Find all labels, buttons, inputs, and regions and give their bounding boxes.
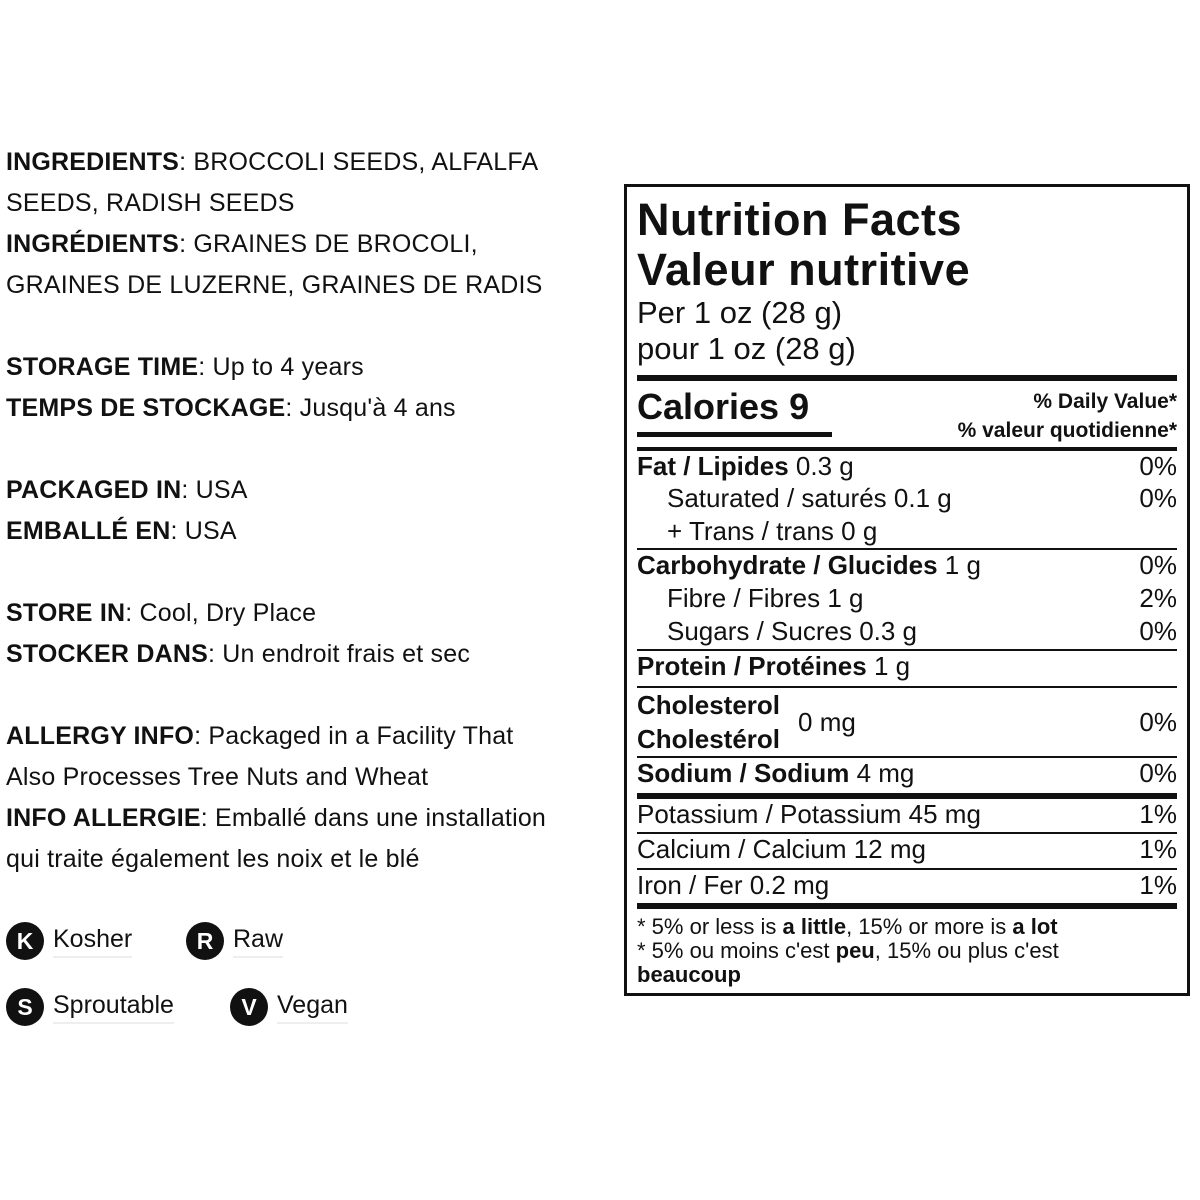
badge-label: Sproutable	[53, 991, 174, 1024]
storage-value: : Up to 4 years	[198, 353, 364, 381]
allergy-label: ALLERGY INFO	[6, 722, 195, 750]
badges	[6, 920, 426, 1040]
badge-sproutable	[6, 988, 174, 1026]
footnote-fr-text: * 5% ou moins c'est	[637, 938, 836, 963]
calcium-label: Calcium / Calcium 12 mg	[637, 834, 926, 864]
vegan-icon: V	[230, 988, 268, 1026]
fat-label: Fat / Lipides	[637, 451, 789, 481]
daily-value-fr: % valeur quotidienne*	[957, 419, 1177, 442]
fibre-dv: 2%	[1139, 583, 1177, 613]
footnote-en-bold: a lot	[1012, 914, 1058, 939]
iron-row	[637, 870, 1177, 903]
saturated-row	[637, 483, 1177, 516]
badge-label: Raw	[233, 925, 283, 958]
fat-dv: 0%	[1139, 451, 1177, 481]
nutrition-title-en: Nutrition Facts	[637, 194, 963, 245]
sodium-label: Sodium / Sodium	[637, 758, 850, 788]
fat-amount: 0.3 g	[788, 451, 854, 481]
packaged-label: PACKAGED IN	[6, 476, 182, 504]
fat-row	[637, 451, 1177, 483]
iron-dv: 1%	[1139, 870, 1177, 900]
kosher-icon: K	[6, 922, 44, 960]
footnote	[637, 909, 1177, 987]
carbohydrate-label: Carbohydrate / Glucides	[637, 550, 938, 580]
store-fr	[6, 634, 616, 675]
allergy-text: : Packaged in a Facility That	[194, 722, 514, 750]
footnote-fr	[637, 939, 1177, 963]
storage-fr-label: TEMPS DE STOCKAGE	[6, 394, 286, 422]
protein-amount: 1 g	[866, 651, 911, 681]
sugars-label: Sugars / Sucres 0.3 g	[667, 616, 918, 646]
packaged-en	[6, 470, 616, 511]
badge-kosher	[6, 922, 132, 960]
ingredients-fr	[6, 224, 616, 265]
footnote-en	[637, 915, 1177, 939]
footnote-en-text: , 15% or more is	[846, 914, 1013, 939]
badge-raw	[186, 922, 283, 960]
sodium-row	[637, 758, 1177, 793]
nutrition-title-fr: Valeur nutritive	[637, 244, 971, 295]
packaged-fr-value: : USA	[170, 517, 237, 545]
sugars-row	[637, 616, 1177, 649]
sodium-amount: 4 mg	[849, 758, 915, 788]
potassium-row	[637, 799, 1177, 832]
calories: Calories 9	[637, 386, 810, 427]
sodium-dv: 0%	[1139, 758, 1177, 788]
fibre-label: Fibre / Fibres 1 g	[667, 583, 864, 613]
potassium-label: Potassium / Potassium 45 mg	[637, 799, 981, 829]
protein-row	[637, 651, 1177, 686]
allergy-fr-2: qui traite également les noix et le blé	[6, 845, 420, 873]
ingredients-text: : BROCCOLI SEEDS, ALFALFA	[179, 148, 539, 176]
storage-label: STORAGE TIME	[6, 353, 199, 381]
ingredients-fr-2: GRAINES DE LUZERNE, GRAINES DE RADIS	[6, 271, 543, 299]
cholesterol-label-en: Cholesterol	[637, 690, 781, 720]
saturated-dv: 0%	[1139, 483, 1177, 513]
footnote-fr-bold: peu	[835, 938, 875, 963]
ingredients-fr-label: INGRÉDIENTS	[6, 230, 180, 258]
badge-label: Kosher	[53, 925, 132, 958]
footnote-en-text: * 5% or less is	[637, 914, 783, 939]
packaged-fr-label: EMBALLÉ EN	[6, 517, 171, 545]
store-fr-value: : Un endroit frais et sec	[207, 640, 471, 668]
saturated-label: Saturated / saturés 0.1 g	[667, 483, 952, 513]
packaged-fr	[6, 511, 616, 552]
badge-label: Vegan	[277, 991, 348, 1024]
carbohydrate-row	[637, 550, 1177, 583]
raw-icon: R	[186, 922, 224, 960]
packaged-value: : USA	[181, 476, 248, 504]
carbohydrate-amount: 1 g	[937, 550, 981, 580]
trans-label: + Trans / trans 0 g	[667, 516, 878, 546]
allergy-en	[6, 716, 616, 757]
nutrition-facts-panel	[624, 184, 1190, 996]
footnote-fr-bold: beaucoup	[637, 962, 741, 987]
daily-value-en: % Daily Value*	[1033, 390, 1177, 413]
calories-underline	[637, 432, 832, 437]
sproutable-icon: S	[6, 988, 44, 1026]
fibre-row	[637, 583, 1177, 616]
allergy-fr	[6, 798, 616, 839]
storage-en	[6, 347, 616, 388]
footnote-en-bold: a little	[782, 914, 847, 939]
ingredients-label: INGREDIENTS	[6, 148, 180, 176]
badge-vegan	[230, 988, 348, 1026]
ingredients-en	[6, 142, 616, 183]
cholesterol-amount: 0 mg	[798, 706, 856, 737]
iron-label: Iron / Fer 0.2 mg	[637, 870, 830, 900]
storage-fr	[6, 388, 616, 429]
potassium-dv: 1%	[1139, 799, 1177, 829]
cholesterol-dv: 0%	[1139, 706, 1177, 737]
trans-row	[637, 516, 1177, 548]
serving-size-fr: pour 1 oz (28 g)	[637, 331, 856, 366]
ingredients-en-2: SEEDS, RADISH SEEDS	[6, 189, 295, 217]
product-info	[6, 142, 616, 880]
store-value: : Cool, Dry Place	[125, 599, 317, 627]
storage-fr-value: : Jusqu'à 4 ans	[285, 394, 456, 422]
sugars-dv: 0%	[1139, 616, 1177, 646]
calories-row	[637, 381, 1177, 447]
allergy-en-2: Also Processes Tree Nuts and Wheat	[6, 763, 429, 791]
store-label: STORE IN	[6, 599, 126, 627]
footnote-fr-text: , 15% ou plus c'est	[874, 938, 1059, 963]
protein-label: Protein / Protéines	[637, 651, 867, 681]
allergy-fr-label: INFO ALLERGIE	[6, 804, 201, 832]
allergy-fr-text: : Emballé dans une installation	[200, 804, 547, 832]
daily-value-header	[958, 387, 1177, 447]
cholesterol-row	[637, 688, 1177, 756]
calcium-row	[637, 834, 1177, 868]
store-en	[6, 593, 616, 634]
ingredients-fr-text: : GRAINES DE BROCOLI,	[179, 230, 478, 258]
store-fr-label: STOCKER DANS	[6, 640, 208, 668]
serving-size-en: Per 1 oz (28 g)	[637, 295, 843, 330]
carbohydrate-dv: 0%	[1139, 550, 1177, 580]
cholesterol-label-fr: Cholestérol	[637, 724, 781, 754]
calcium-dv: 1%	[1139, 834, 1177, 864]
